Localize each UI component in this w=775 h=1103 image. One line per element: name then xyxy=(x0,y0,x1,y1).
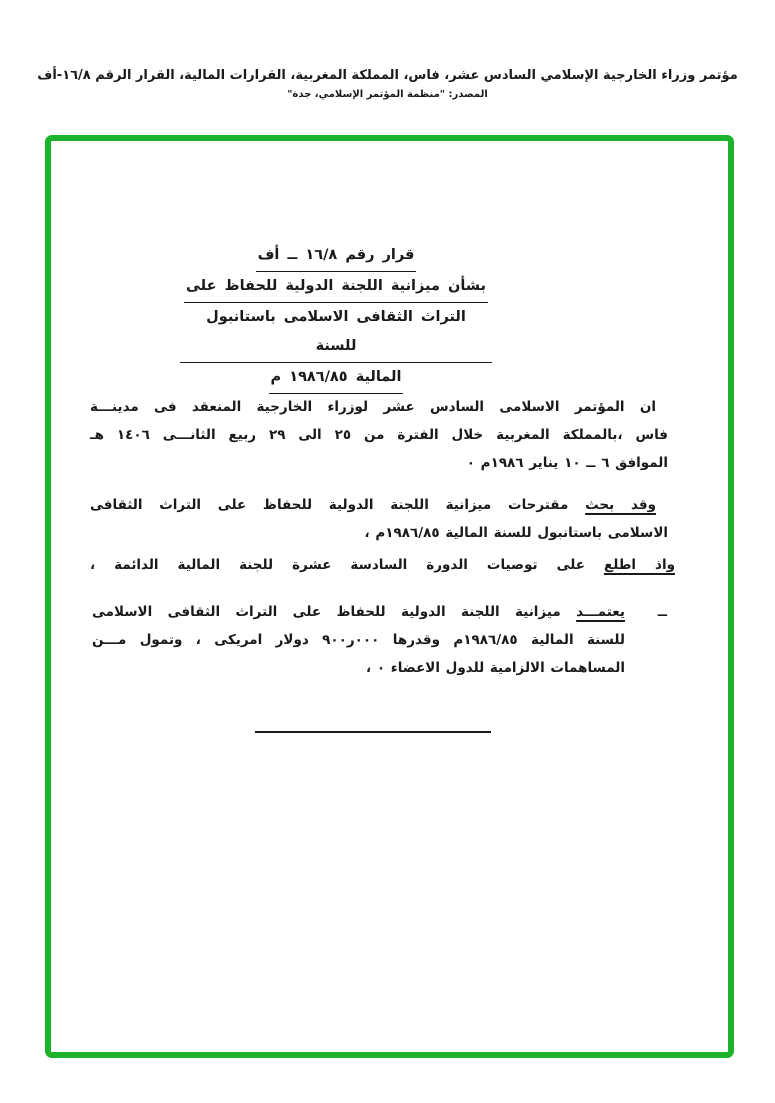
examined-lead-phrase: وقد بحث xyxy=(585,497,656,513)
examined-line-1-rest: مقترحات ميزانية اللجنة الدولية للحفاظ على التراث الثقافى xyxy=(90,497,586,513)
preamble-line-2: فاس ،بالمملكة المغربية خلال الفترة من ٢٥ الى ٢٩ ربيع الثانـــى ١٤٠٦ هـ xyxy=(90,427,668,443)
header-source: المصدر: "منظمة المؤتمر الإسلامي، جدة" xyxy=(287,89,488,100)
operative-line-2: للسنة المالية ١٩٨٦/٨٥م وقدرها ٠٠٠ر٩٠٠ دولار امريكى ، وتمول مـــن xyxy=(92,632,625,648)
resolution-title xyxy=(180,241,492,394)
noted-lead-phrase: واذ اطلع xyxy=(603,557,675,573)
document-header xyxy=(0,68,775,100)
operative-clause xyxy=(92,598,667,682)
noted-clause xyxy=(90,551,675,579)
operative-line-3: المساهمات الالزامية للدول الاعضاء ٠ ، xyxy=(366,660,625,676)
title-line-3: التراث الثقافى الاسلامى باستانبول للسنة xyxy=(180,303,492,363)
title-line-4: المالية ١٩٨٦/٨٥ م xyxy=(180,363,492,394)
clause-dash: ــ xyxy=(657,604,667,620)
noted-line xyxy=(90,551,675,579)
preamble-line-1: ان المؤتمر الاسلامى السادس عشر لوزراء الخارجية المنعقد فى مدينـــة xyxy=(90,399,656,415)
examined-line-2: الاسلامى باستانبول للسنة المالية ١٩٨٦/٨٥م ، xyxy=(364,525,668,541)
preamble-line-3: الموافق ٦ ــ ١٠ يناير ١٩٨٦م ٠ xyxy=(466,455,668,471)
operative-line-1 xyxy=(92,598,625,626)
header-citation: مؤتمر وزراء الخارجية الإسلامي السادس عشر، فاس، المملكة المغربية، القرارات المالية، القرار الرقم ١٦/٨-أف xyxy=(37,68,738,83)
title-line-2: بشأن ميزانية اللجنة الدولية للحفاظ على xyxy=(180,272,492,303)
title-line-1: قرار رقم ١٦/٨ ــ أف xyxy=(180,241,492,272)
operative-lead-word: يعتمـــد xyxy=(576,604,625,620)
operative-line-1-rest: ميزانية اللجنة الدولية للحفاظ على التراث الثقافى الاسلامى xyxy=(92,604,577,620)
noted-line-rest: على توصيات الدورة السادسة عشرة للجنة المالية الدائمة ، xyxy=(90,557,604,573)
examined-clause xyxy=(90,491,668,547)
examined-line-1 xyxy=(90,491,668,519)
preamble-paragraph xyxy=(90,393,668,477)
separator-line xyxy=(255,731,491,733)
